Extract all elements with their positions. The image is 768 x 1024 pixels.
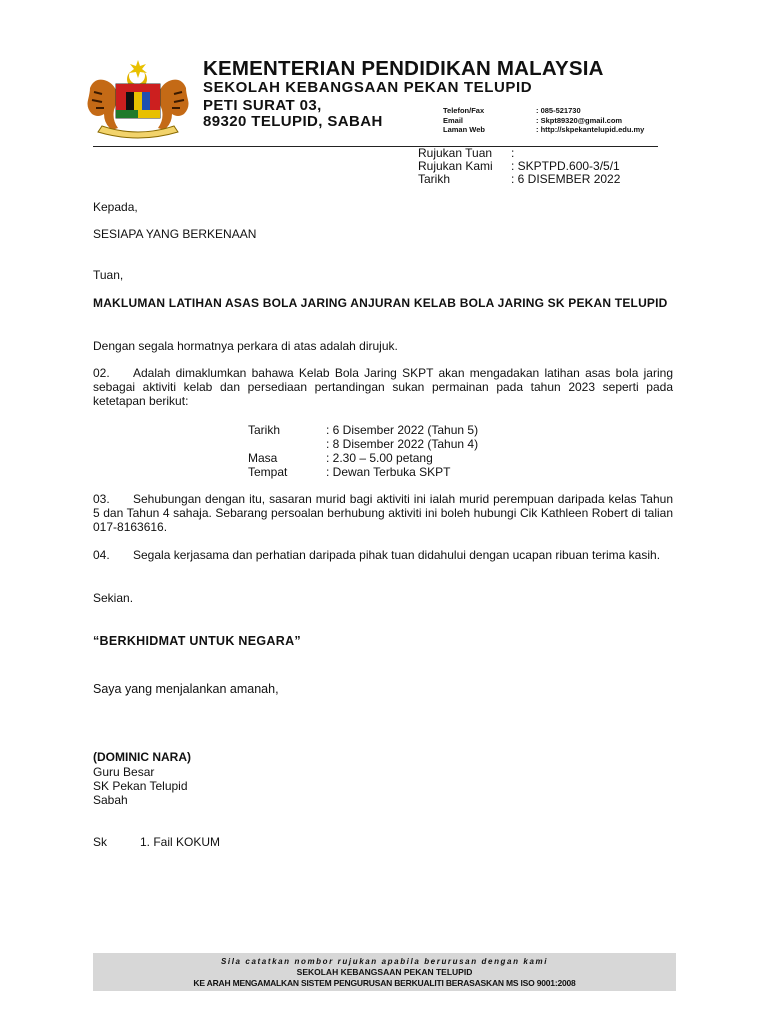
paragraph-text: Sehubungan dengan itu, sasaran murid bagi aktiviti ini ialah murid perempuan daripada kelas Tahun 5 dan Tahun 4 sahaja. Sebarang persoalan berhubung aktiviti ini boleh hubungi Cik Kathleen Robert di talian 017-8163616. — [93, 492, 673, 535]
website-value: : http://skpekantelupid.edu.my — [536, 125, 645, 134]
paragraph-04 — [93, 548, 673, 562]
po-box: PETI SURAT 03, — [203, 97, 322, 114]
contact-values — [536, 106, 644, 135]
to-label: Kepada, — [93, 200, 138, 214]
postcode-city: 89320 TELUPID, SABAH — [203, 113, 383, 130]
contact-labels — [443, 106, 485, 135]
footer-iso-statement: KE ARAH MENGAMALKAN SISTEM PENGURUSAN BERKUALITI BERASASKAN MS ISO 9001:2008 — [193, 978, 576, 988]
reference-value: : 6 DISEMBER 2022 — [511, 172, 621, 186]
paragraph-number: 02. — [93, 366, 110, 380]
letter-subject: MAKLUMAN LATIHAN ASAS BOLA JARING ANJURAN KELAB BOLA JARING SK PEKAN TELUPID — [93, 296, 668, 310]
closing: Sekian. — [93, 591, 134, 605]
detail-row — [248, 451, 478, 465]
email-label: Email — [443, 115, 464, 125]
reference-row — [418, 173, 620, 186]
phone-value: : 085-521730 — [536, 106, 581, 115]
school-name: SEKOLAH KEBANGSAAN PEKAN TELUPID — [203, 79, 533, 96]
recipient: SESIAPA YANG BERKENAAN — [93, 227, 257, 241]
reference-label: Rujukan Tuan — [418, 146, 493, 160]
detail-label: Tarikh — [248, 423, 281, 437]
detail-label: Masa — [248, 451, 278, 465]
paragraph-number: 03. — [93, 492, 110, 506]
detail-row — [248, 423, 478, 437]
reference-block — [418, 147, 620, 186]
detail-value: : Dewan Terbuka SKPT — [326, 465, 451, 479]
reference-value: : — [511, 146, 515, 160]
cc-label: Sk — [93, 835, 108, 849]
motto: “BERKHIDMAT UNTUK NEGARA” — [93, 634, 301, 648]
paragraph-number: 04. — [93, 548, 110, 562]
cc-item: 1. Fail KOKUM — [140, 835, 221, 849]
paragraph-text: Segala kerjasama dan perhatian daripada pihak tuan didahului dengan ucapan ribuan terima kasih. — [133, 548, 661, 562]
paragraph-03 — [93, 492, 673, 535]
phone-label: Telefon/Fax — [443, 106, 485, 115]
detail-row — [248, 437, 478, 451]
signatory-name: (DOMINIC NARA) — [93, 750, 191, 764]
reference-label: Rujukan Kami — [418, 159, 493, 173]
signoff: Saya yang menjalankan amanah, — [93, 682, 279, 696]
website-label: Laman Web — [443, 125, 485, 134]
paragraph-02 — [93, 366, 673, 409]
event-details — [248, 423, 478, 479]
detail-label — [248, 437, 326, 451]
reference-label: Tarikh — [418, 172, 451, 186]
signatory-school: SK Pekan Telupid — [93, 779, 188, 793]
detail-value: : 2.30 – 5.00 petang — [326, 451, 433, 465]
ministry-title: KEMENTERIAN PENDIDIKAN MALAYSIA — [203, 57, 604, 80]
malaysia-coat-of-arms-icon — [82, 58, 194, 140]
detail-label: Tempat — [248, 465, 288, 479]
detail-value: : 8 Disember 2022 (Tahun 4) — [326, 437, 479, 451]
footer-school-name: SEKOLAH KEBANGSAAN PEKAN TELUPID — [296, 967, 473, 977]
footer-reference-note: Sila catatkan nombor rujukan apabila berurusan dengan kami — [220, 957, 549, 966]
signatory-state: Sabah — [93, 793, 128, 807]
opening-line: Dengan segala hormatnya perkara di atas adalah dirujuk. — [93, 339, 398, 353]
paragraph-text: Adalah dimaklumkan bahawa Kelab Bola Jaring SKPT akan mengadakan latihan asas bola jaring sebagai aktiviti kelab dan persediaan pertandingan sukan permainan pada tahun 2023 seperti pada ketetapan berikut: — [93, 366, 673, 409]
detail-value: : 6 Disember 2022 (Tahun 5) — [326, 423, 479, 437]
detail-row — [248, 465, 478, 479]
salutation: Tuan, — [93, 268, 124, 282]
footer-banner — [93, 953, 676, 991]
signatory-title: Guru Besar — [93, 765, 155, 779]
reference-value: : SKPTPD.600-3/5/1 — [511, 159, 620, 173]
email-value: : Skpt89320@gmail.com — [536, 115, 623, 125]
